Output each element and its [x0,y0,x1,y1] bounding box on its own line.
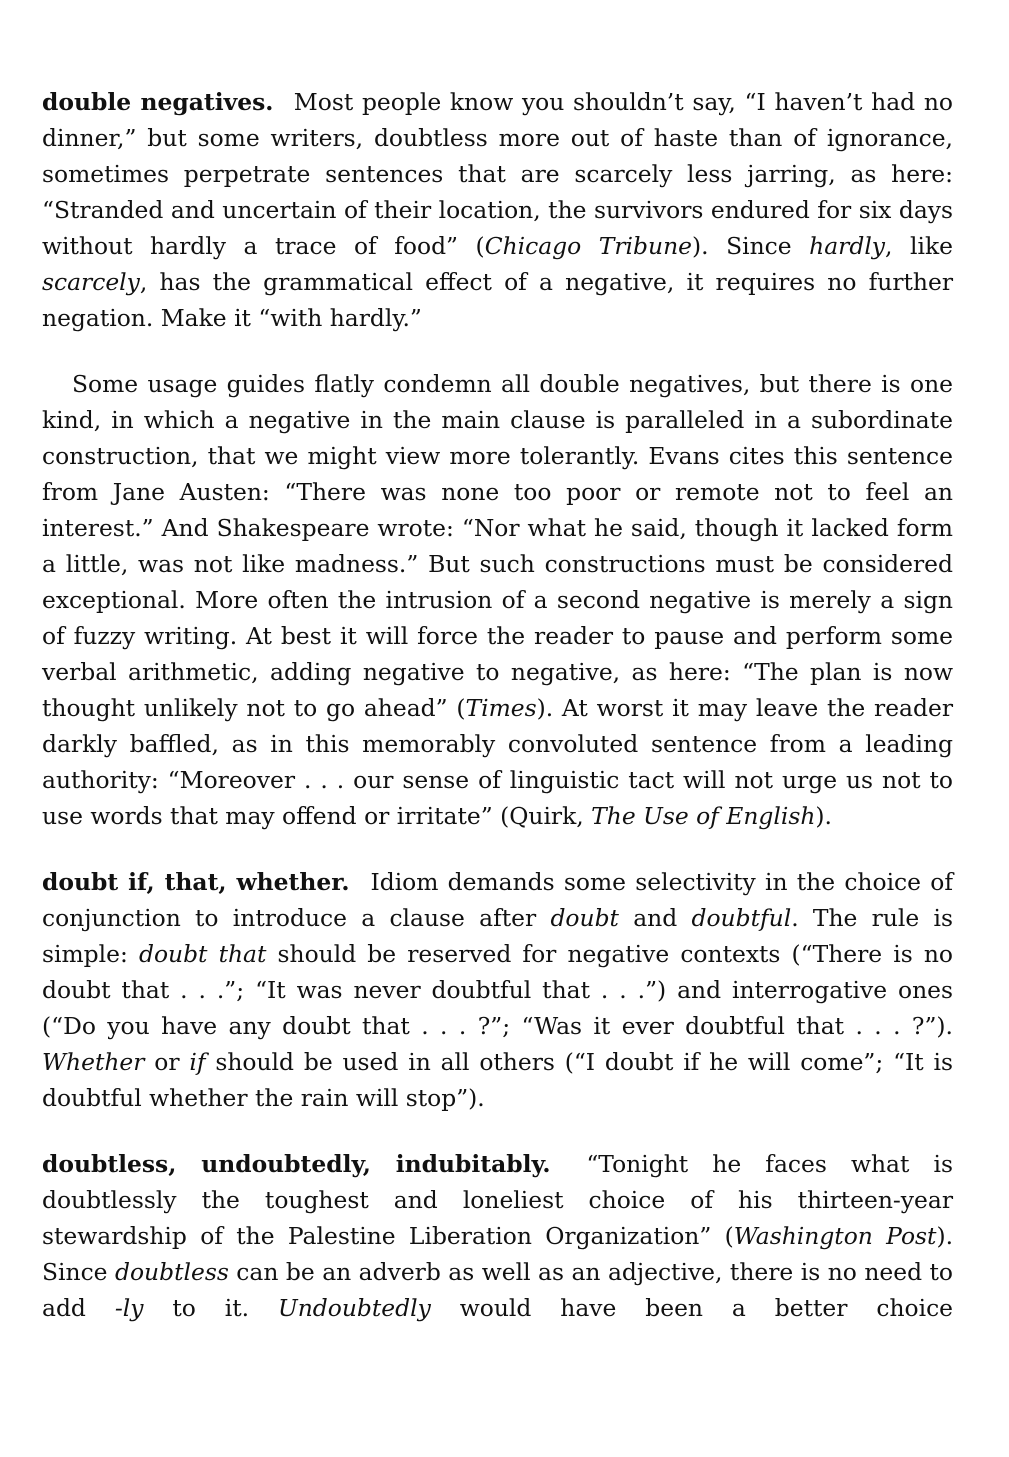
entry-headword: doubtless, undoubtedly, indubitably. [42,1150,551,1178]
body-text: Some usage guides flatly condemn all double negatives, but there is one kind, in which a negative in the main clause is paralleled in a subordinate construction, that we might view more tolerantly. Evans cites this sentence from Jane Austen: “There was none too poor or remote not to feel an interest.” And Shakespeare wrote: “Nor what he said, though it lacked form a little, was not like madness.” But such constructions must be considered exceptional. More often the intrusion of a second negative is merely a sign of fuzzy writing. At best it will force the reader to pause and perform some verbal arithmetic, adding negative to negative, as here: “The plan is now thought unlikely not to go ahead” ( [42,370,953,722]
entry-doubtless-undoubtedly-indubitably [42,1146,953,1326]
body-text: , has the grammatical effect of a negative, it requires no further negation. Make it “with hardly.” [42,268,953,332]
italic-text: Times [465,694,537,722]
italic-text: doubtful [691,904,792,932]
body-text: can be an adverb as well as an adjective, there is no need to add [42,1258,954,1322]
body-text: ). Since [42,1222,953,1286]
entry-double-negatives [42,84,953,336]
body-text: or [144,1048,190,1076]
italic-text: doubt that [138,940,267,968]
body-text: and [618,904,692,932]
double-negatives-continued [42,366,953,834]
italic-text: doubt [550,904,619,932]
entry-doubt-if-that-whether [42,864,953,1116]
body-text: Idiom demands some selectivity in the choice of conjunction to introduce a clause after [42,868,953,932]
body-text: Most people know you shouldn’t say, “I haven’t had no dinner,” but some writers, doubtless more out of haste than of ignorance, sometimes perpetrate sentences that are scarcely less jarring, as here: “Stranded and uncertain of their location, the survivors endured for six days without hardly a trace of food” ( [42,88,953,260]
body-text: would have been a better choice [430,1294,954,1322]
entry-headword: double negatives. [42,88,274,116]
body-text: , like [885,232,953,260]
italic-text: -ly [114,1294,144,1322]
entry-headword: doubt if, that, whether. [42,868,350,896]
italic-text: Undoubtedly [278,1294,431,1322]
italic-text: Washington Post [733,1222,937,1250]
body-text: “Tonight he faces what is doubtlessly the toughest and loneliest choice of his thirteen-year stewardship of the Palestine Liberation Organization” ( [42,1150,953,1250]
body-text: ). Since [691,232,810,260]
body-text: ). At worst it may leave the reader darkly baffled, as in this memorably convoluted sentence from a leading authority: “Moreover . . . our sense of linguistic tact will not urge us not to use words that may offend or irritate” (Quirk, [42,694,954,830]
italic-text: The Use of English [591,802,816,830]
italic-text: doubtless [115,1258,229,1286]
italic-text: scarcely [42,268,140,296]
italic-text: Chicago Tribune [484,232,692,260]
italic-text: hardly [809,232,886,260]
italic-text: Whether [42,1048,145,1076]
body-text: . The rule is simple: [42,904,953,968]
body-text: ). [815,802,832,830]
body-text: to it. [143,1294,279,1322]
body-text: should be reserved for negative contexts (“There is no doubt that . . .”; “It was never doubtful that . . .”) and interrogative ones (“Do you have any doubt that . . . ?”; “Was it ever doubtful that . . . ?”). [42,940,954,1040]
document-page [42,84,953,1356]
body-text: should be used in all others (“I doubt if he will come”; “It is doubtful whether the rain will stop”). [42,1048,953,1112]
italic-text: if [189,1048,206,1076]
